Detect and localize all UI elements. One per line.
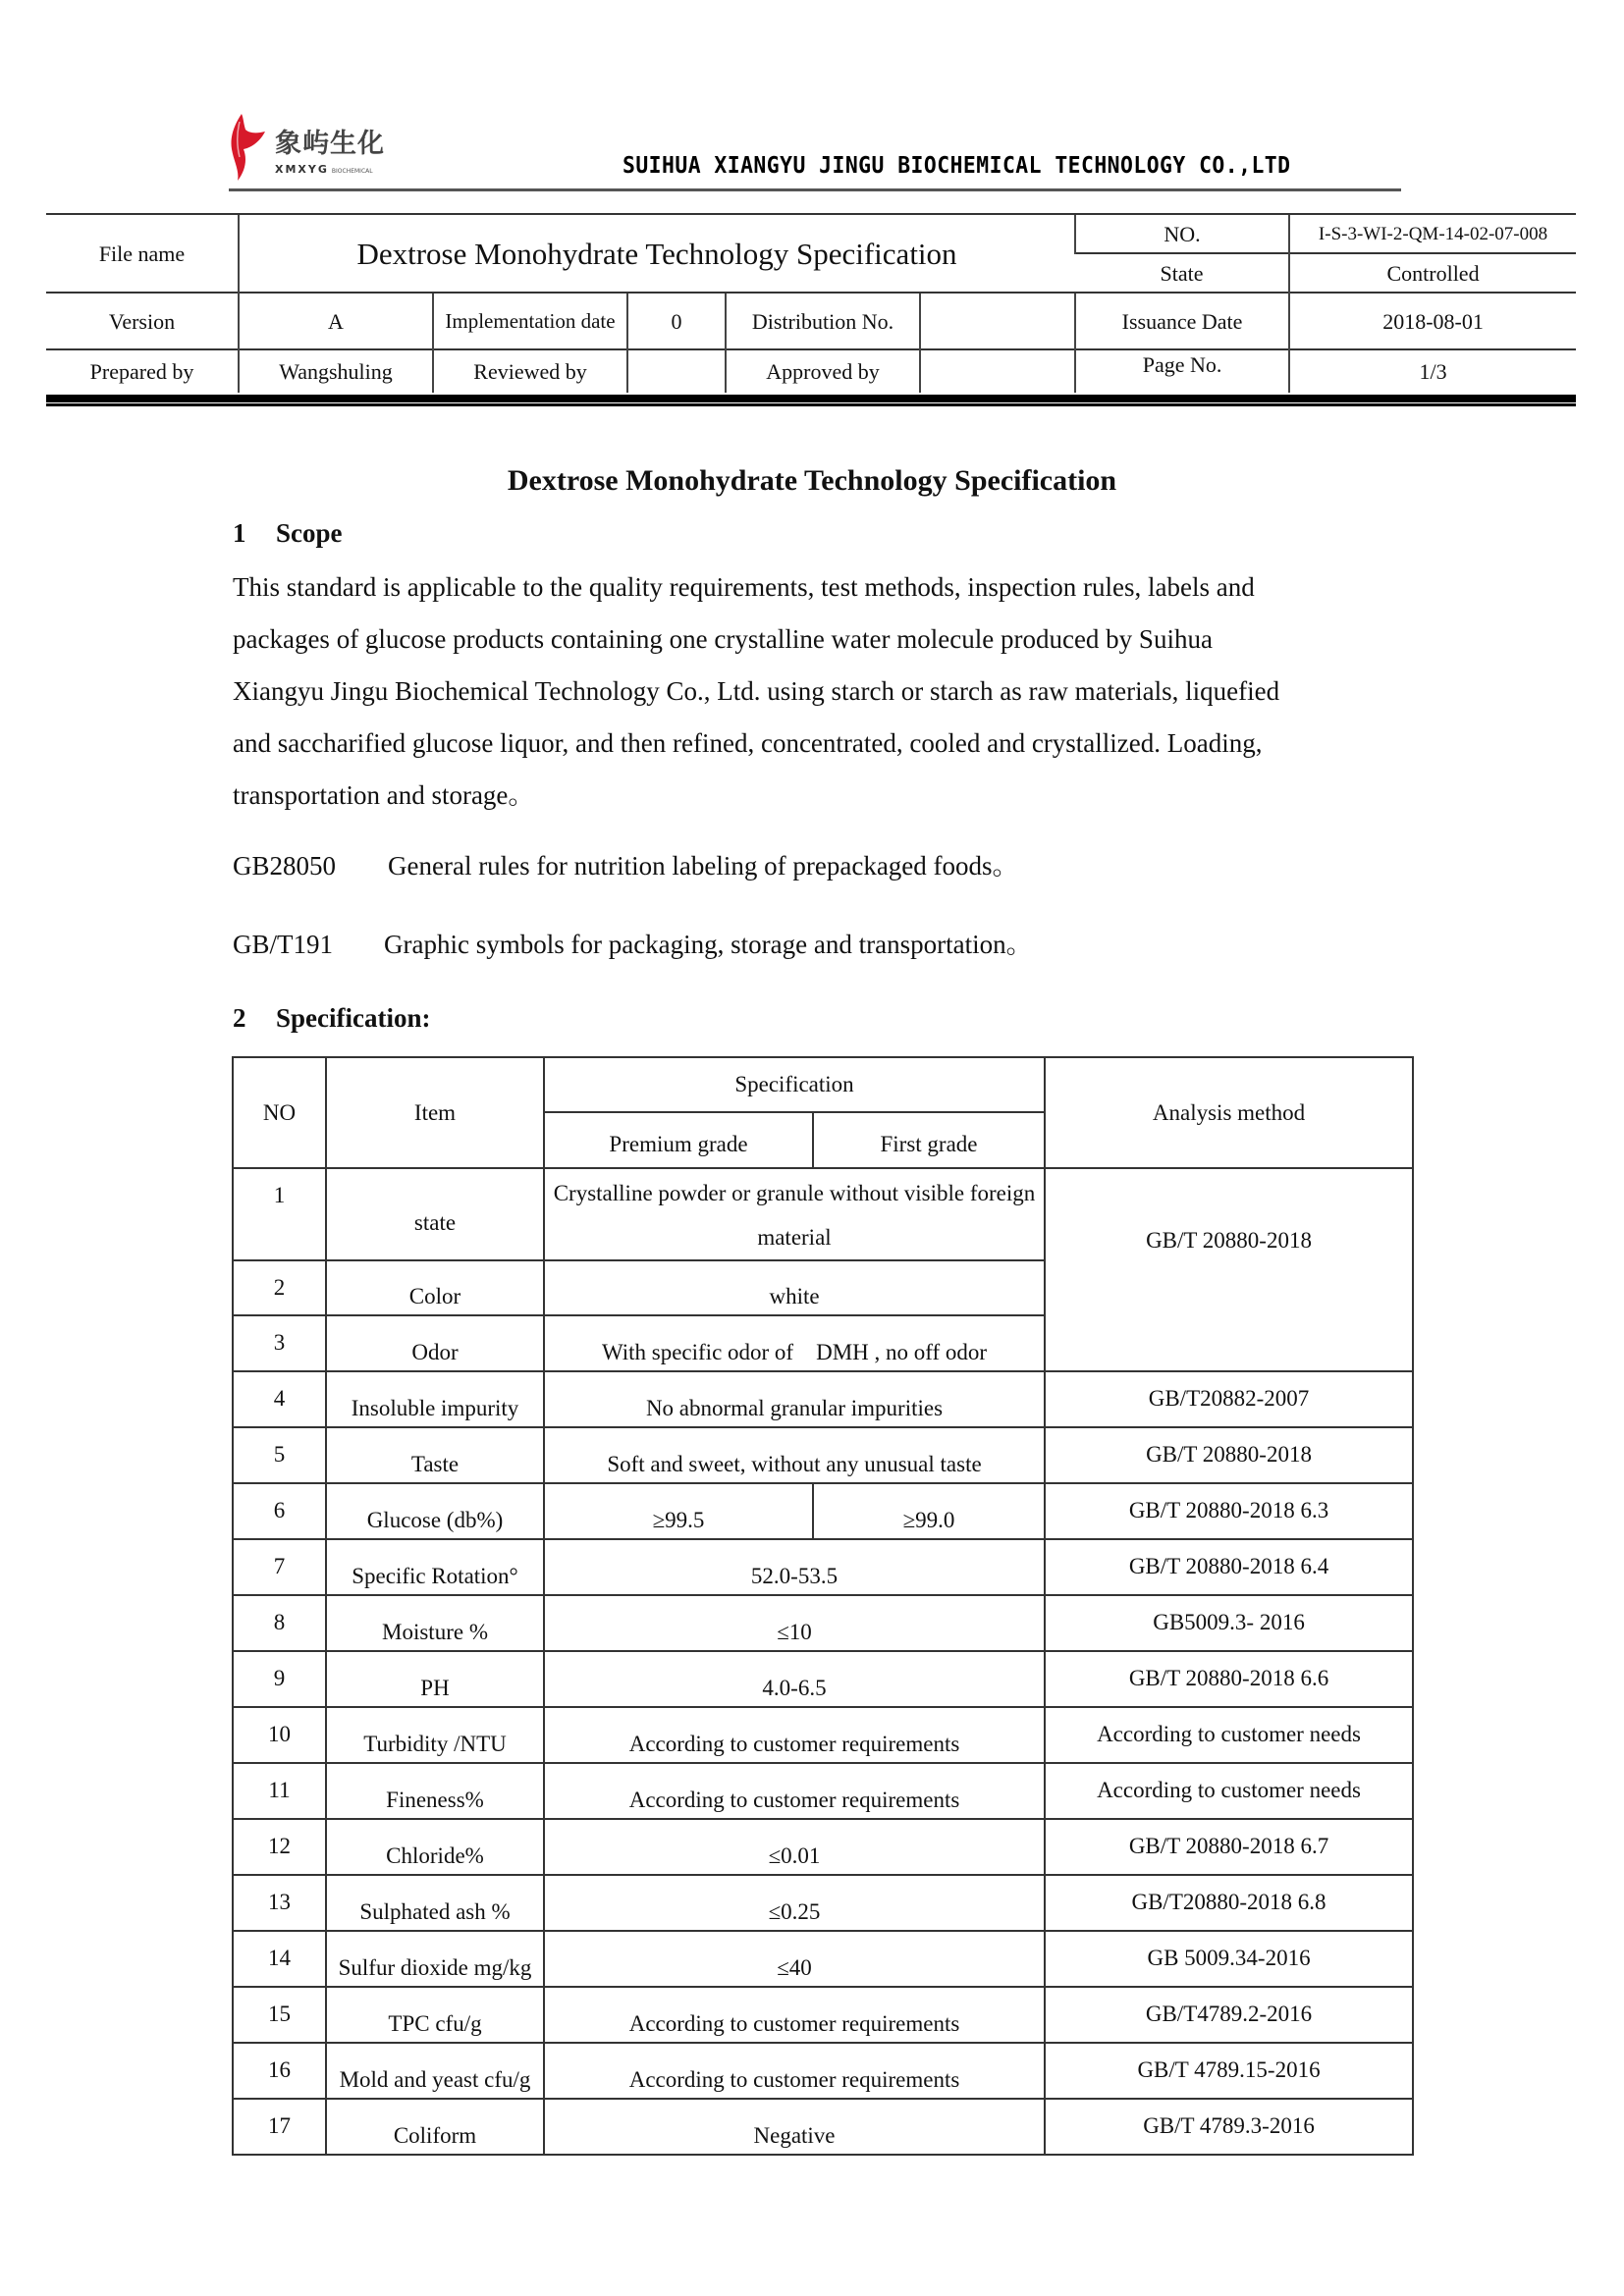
- row-item: Chloride%: [326, 1819, 544, 1875]
- table-row: [233, 1875, 1413, 1931]
- table-row: [233, 1371, 1413, 1427]
- logo-abbrev: XMXYG: [275, 163, 329, 176]
- row-item: PH: [326, 1651, 544, 1707]
- reference-item: [233, 923, 1033, 961]
- logo-flame-icon: [228, 112, 267, 181]
- row-method: GB/T20882-2007: [1045, 1371, 1413, 1427]
- document-title: Dextrose Monohydrate Technology Specification: [507, 464, 1117, 497]
- file-name-label: File name: [46, 214, 239, 293]
- reference-text: General rules for nutrition labeling of prepackaged foods。: [388, 851, 1019, 881]
- row-method: GB/T 20880-2018 6.6: [1045, 1651, 1413, 1707]
- state-value: Controlled: [1289, 253, 1576, 293]
- section-heading-specification: [233, 1003, 430, 1034]
- row-no: 14: [233, 1931, 326, 1987]
- scope-line: This standard is applicable to the quality requirements, test methods, inspection rules, labels and: [233, 572, 1255, 602]
- row-spec: ≤10: [544, 1595, 1045, 1651]
- row-spec: According to customer requirements: [544, 1707, 1045, 1763]
- logo-sub: BIOCHEMICAL: [331, 168, 373, 175]
- row-spec: Negative: [544, 2099, 1045, 2155]
- row-method: GB/T 20880-2018: [1045, 1427, 1413, 1483]
- reference-code: GB28050: [233, 851, 337, 881]
- col-header-item: Item: [326, 1057, 544, 1168]
- scope-line: transportation and storage。: [233, 780, 535, 810]
- col-header-specification: Specification: [544, 1057, 1045, 1112]
- row-method: GB/T 20880-2018: [1045, 1168, 1413, 1371]
- row-spec: ≤0.01: [544, 1819, 1045, 1875]
- row-item: Specific Rotation°: [326, 1539, 544, 1595]
- table-row: [233, 1483, 1413, 1539]
- table-row: [233, 1987, 1413, 2043]
- row-method: GB/T 20880-2018 6.7: [1045, 1819, 1413, 1875]
- row-premium-grade: ≥99.5: [544, 1483, 813, 1539]
- row-no: 1: [233, 1168, 326, 1260]
- row-no: 12: [233, 1819, 326, 1875]
- logo-chinese-text: 象屿生化: [275, 129, 385, 159]
- row-no: 16: [233, 2043, 326, 2099]
- scope-line: packages of glucose products containing one crystalline water molecule produced by Suihua: [233, 624, 1213, 654]
- table-row: [233, 1819, 1413, 1875]
- table-row: [233, 1595, 1413, 1651]
- section-number: 1: [233, 518, 246, 548]
- implementation-date-value: 0: [627, 293, 726, 349]
- row-no: 11: [233, 1763, 326, 1819]
- reviewed-by-label: Reviewed by: [433, 349, 627, 393]
- implementation-date-label: Implementation date: [433, 293, 627, 349]
- table-row: [233, 1651, 1413, 1707]
- row-item: Color: [326, 1260, 544, 1315]
- row-item: Coliform: [326, 2099, 544, 2155]
- reference-text: Graphic symbols for packaging, storage and transportation。: [384, 930, 1033, 959]
- table-row: [233, 1168, 1413, 1260]
- approved-by-label: Approved by: [726, 349, 920, 393]
- issuance-date-value: 2018-08-01: [1289, 293, 1576, 349]
- row-no: 2: [233, 1260, 326, 1315]
- row-spec: Soft and sweet, without any unusual taste: [544, 1427, 1045, 1483]
- col-header-first-grade: First grade: [813, 1112, 1045, 1168]
- section-heading-scope: [233, 518, 343, 549]
- row-no: 8: [233, 1595, 326, 1651]
- row-item: state: [326, 1168, 544, 1260]
- row-method: GB/T20880-2018 6.8: [1045, 1875, 1413, 1931]
- prepared-by-value: Wangshuling: [239, 349, 433, 393]
- row-item: Mold and yeast cfu/g: [326, 2043, 544, 2099]
- scope-paragraph: [233, 561, 1440, 822]
- row-no: 9: [233, 1651, 326, 1707]
- reference-item: [233, 844, 1019, 882]
- page-no-value: 1/3: [1289, 349, 1576, 393]
- section-title: Specification:: [276, 1003, 431, 1033]
- row-item: Sulphated ash %: [326, 1875, 544, 1931]
- row-no: 15: [233, 1987, 326, 2043]
- letterhead-rule: [229, 188, 1401, 191]
- header-rule-thick: [46, 395, 1576, 402]
- row-item: Insoluble impurity: [326, 1371, 544, 1427]
- table-row: [233, 1707, 1413, 1763]
- row-no: 6: [233, 1483, 326, 1539]
- row-spec: According to customer requirements: [544, 2043, 1045, 2099]
- state-label: State: [1075, 253, 1289, 293]
- table-row: [233, 1427, 1413, 1483]
- row-no: 3: [233, 1315, 326, 1371]
- no-value: I-S-3-WI-2-QM-14-02-07-008: [1289, 214, 1576, 253]
- row-item: Odor: [326, 1315, 544, 1371]
- company-name: SUIHUA XIANGYU JINGU BIOCHEMICAL TECHNOLOGY CO.,LTD: [623, 153, 1291, 179]
- row-no: 5: [233, 1427, 326, 1483]
- row-method: According to customer needs: [1045, 1763, 1413, 1819]
- page-no-label: Page No.: [1075, 349, 1289, 393]
- row-method: GB5009.3- 2016: [1045, 1595, 1413, 1651]
- reference-code: GB/T191: [233, 930, 334, 959]
- row-item: TPC cfu/g: [326, 1987, 544, 2043]
- table-row: [233, 2043, 1413, 2099]
- row-item: Taste: [326, 1427, 544, 1483]
- company-logo: [228, 112, 405, 183]
- file-name-value: Dextrose Monohydrate Technology Specification: [239, 214, 1075, 293]
- row-spec: Crystalline powder or granule without visible foreign material: [544, 1168, 1045, 1260]
- col-header-premium-grade: Premium grade: [544, 1112, 813, 1168]
- row-method: GB 5009.34-2016: [1045, 1931, 1413, 1987]
- version-label: Version: [46, 293, 239, 349]
- row-method: According to customer needs: [1045, 1707, 1413, 1763]
- issuance-date-label: Issuance Date: [1075, 293, 1289, 349]
- row-item: Glucose (db%): [326, 1483, 544, 1539]
- row-spec: 52.0-53.5: [544, 1539, 1045, 1595]
- row-spec: white: [544, 1260, 1045, 1315]
- row-spec: No abnormal granular impurities: [544, 1371, 1045, 1427]
- scope-line: Xiangyu Jingu Biochemical Technology Co., Ltd. using starch or starch as raw materials, liquefied: [233, 676, 1280, 706]
- row-spec: According to customer requirements: [544, 1987, 1045, 2043]
- document-control-table: [46, 213, 1576, 393]
- row-no: 10: [233, 1707, 326, 1763]
- row-no: 13: [233, 1875, 326, 1931]
- row-item: Sulfur dioxide mg/kg: [326, 1931, 544, 1987]
- prepared-by-label: Prepared by: [46, 349, 239, 393]
- logo-english-text: [275, 163, 373, 176]
- row-spec: ≤40: [544, 1931, 1045, 1987]
- reviewed-by-value: [627, 349, 726, 393]
- distribution-no-value: [920, 293, 1075, 349]
- header-rule-thin: [46, 403, 1576, 406]
- row-method: GB/T 4789.3-2016: [1045, 2099, 1413, 2155]
- row-method: GB/T 20880-2018 6.3: [1045, 1483, 1413, 1539]
- col-header-no: NO: [233, 1057, 326, 1168]
- row-spec: With specific odor of DMH , no off odor: [544, 1315, 1045, 1371]
- scope-line: and saccharified glucose liquor, and then refined, concentrated, cooled and crystallized. Loading,: [233, 728, 1263, 758]
- row-spec: 4.0-6.5: [544, 1651, 1045, 1707]
- row-method: GB/T4789.2-2016: [1045, 1987, 1413, 2043]
- row-spec: ≤0.25: [544, 1875, 1045, 1931]
- row-no: 17: [233, 2099, 326, 2155]
- approved-by-value: [920, 349, 1075, 393]
- row-item: Turbidity /NTU: [326, 1707, 544, 1763]
- row-method: GB/T 4789.15-2016: [1045, 2043, 1413, 2099]
- row-no: 7: [233, 1539, 326, 1595]
- specification-table: [232, 1056, 1414, 2156]
- no-label: NO.: [1075, 214, 1289, 253]
- row-item: Fineness%: [326, 1763, 544, 1819]
- table-row: [233, 1539, 1413, 1595]
- table-row: [233, 1931, 1413, 1987]
- table-row: [233, 2099, 1413, 2155]
- col-header-analysis-method: Analysis method: [1045, 1057, 1413, 1168]
- distribution-no-label: Distribution No.: [726, 293, 920, 349]
- section-number: 2: [233, 1003, 246, 1033]
- row-first-grade: ≥99.0: [813, 1483, 1045, 1539]
- section-title: Scope: [276, 518, 343, 548]
- table-row: [233, 1763, 1413, 1819]
- row-method: GB/T 20880-2018 6.4: [1045, 1539, 1413, 1595]
- row-spec: According to customer requirements: [544, 1763, 1045, 1819]
- version-value: A: [239, 293, 433, 349]
- row-item: Moisture %: [326, 1595, 544, 1651]
- row-no: 4: [233, 1371, 326, 1427]
